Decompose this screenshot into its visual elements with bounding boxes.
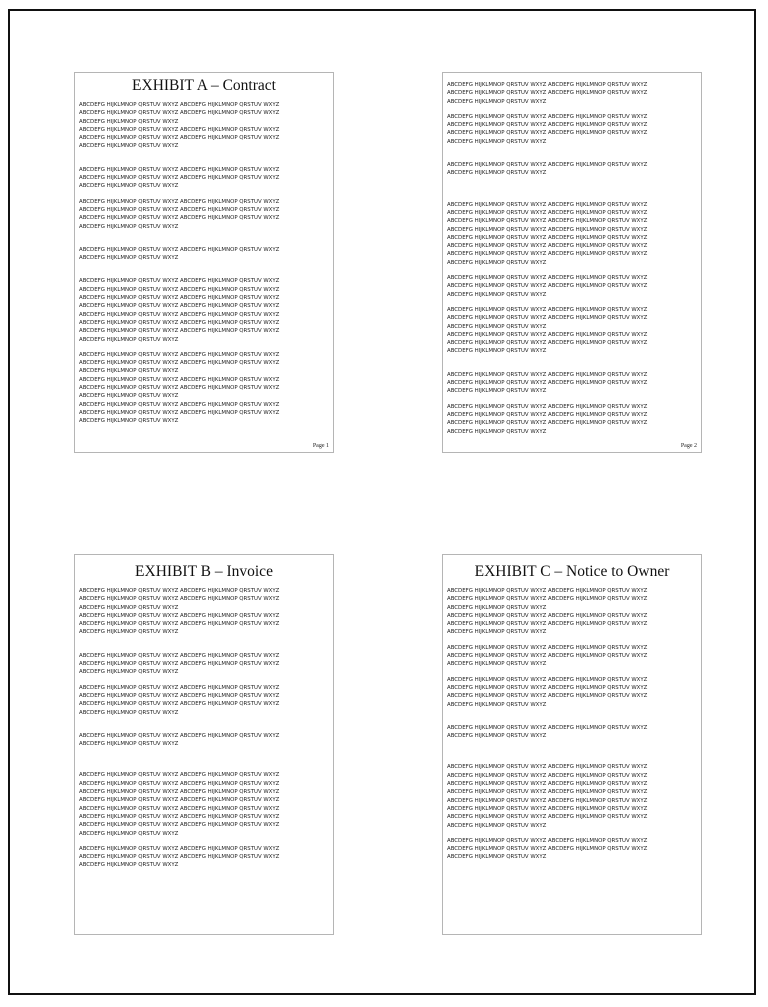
text-line: ABCDEFG HIJKLMNOP QRSTUV WXYZ: [447, 291, 547, 298]
page-body: [443, 73, 701, 436]
text-line: ABCDEFG HIJKLMNOP QRSTUV WXYZ ABCDEFG HIJKLMNOP QRSTUV WXYZ: [79, 303, 280, 310]
text-line: ABCDEFG HIJKLMNOP QRSTUV WXYZ: [79, 669, 179, 676]
text-line: ABCDEFG HIJKLMNOP QRSTUV WXYZ ABCDEFG HIJKLMNOP QRSTUV WXYZ: [79, 805, 280, 812]
text-line: ABCDEFG HIJKLMNOP QRSTUV WXYZ ABCDEFG HIJKLMNOP QRSTUV WXYZ: [79, 246, 280, 253]
page-thumbnail-3[interactable]: [74, 554, 334, 935]
page-number-label: Page 1: [312, 443, 329, 449]
text-line: ABCDEFG HIJKLMNOP QRSTUV WXYZ ABCDEFG HIJKLMNOP QRSTUV WXYZ: [79, 198, 280, 205]
paragraph: [447, 403, 697, 436]
text-line: ABCDEFG HIJKLMNOP QRSTUV WXYZ: [447, 323, 547, 330]
text-line: ABCDEFG HIJKLMNOP QRSTUV WXYZ: [447, 604, 547, 611]
paragraph: [79, 587, 329, 637]
paragraph: [447, 81, 697, 106]
text-line: ABCDEFG HIJKLMNOP QRSTUV WXYZ ABCDEFG HIJKLMNOP QRSTUV WXYZ: [447, 275, 648, 282]
page-thumbnail-2[interactable]: [442, 72, 702, 453]
text-line: ABCDEFG HIJKLMNOP QRSTUV WXYZ: [447, 733, 547, 740]
text-line: ABCDEFG HIJKLMNOP QRSTUV WXYZ: [79, 255, 179, 262]
text-line: ABCDEFG HIJKLMNOP QRSTUV WXYZ ABCDEFG HIJKLMNOP QRSTUV WXYZ: [79, 376, 280, 383]
paragraph: [447, 306, 697, 356]
text-line: ABCDEFG HIJKLMNOP QRSTUV WXYZ: [447, 822, 547, 829]
text-line: ABCDEFG HIJKLMNOP QRSTUV WXYZ: [79, 629, 179, 636]
paragraph: [79, 845, 329, 870]
text-line: ABCDEFG HIJKLMNOP QRSTUV WXYZ ABCDEFG HIJKLMNOP QRSTUV WXYZ: [79, 385, 280, 392]
text-line: ABCDEFG HIJKLMNOP QRSTUV WXYZ ABCDEFG HIJKLMNOP QRSTUV WXYZ: [447, 331, 648, 338]
text-line: ABCDEFG HIJKLMNOP QRSTUV WXYZ ABCDEFG HIJKLMNOP QRSTUV WXYZ: [79, 401, 280, 408]
paragraph: [79, 732, 329, 749]
text-line: ABCDEFG HIJKLMNOP QRSTUV WXYZ ABCDEFG HIJKLMNOP QRSTUV WXYZ: [79, 206, 280, 213]
text-line: ABCDEFG HIJKLMNOP QRSTUV WXYZ ABCDEFG HIJKLMNOP QRSTUV WXYZ: [79, 780, 280, 787]
text-line: ABCDEFG HIJKLMNOP QRSTUV WXYZ ABCDEFG HIJKLMNOP QRSTUV WXYZ: [79, 278, 280, 285]
text-line: ABCDEFG HIJKLMNOP QRSTUV WXYZ: [79, 709, 179, 716]
text-line: ABCDEFG HIJKLMNOP QRSTUV WXYZ ABCDEFG HIJKLMNOP QRSTUV WXYZ: [79, 797, 280, 804]
text-line: ABCDEFG HIJKLMNOP QRSTUV WXYZ: [79, 223, 179, 230]
paragraph: [79, 771, 329, 837]
page-number-label: Page 2: [680, 443, 697, 449]
page-thumbnail-4[interactable]: [442, 554, 702, 935]
text-line: ABCDEFG HIJKLMNOP QRSTUV WXYZ ABCDEFG HIJKLMNOP QRSTUV WXYZ: [447, 846, 648, 853]
text-line: ABCDEFG HIJKLMNOP QRSTUV WXYZ: [447, 259, 547, 266]
paragraph: [447, 644, 697, 669]
paragraph: [79, 652, 329, 677]
text-line: ABCDEFG HIJKLMNOP QRSTUV WXYZ ABCDEFG HIJKLMNOP QRSTUV WXYZ: [447, 82, 648, 88]
text-line: ABCDEFG HIJKLMNOP QRSTUV WXYZ: [79, 143, 179, 150]
text-line: ABCDEFG HIJKLMNOP QRSTUV WXYZ ABCDEFG HIJKLMNOP QRSTUV WXYZ: [447, 243, 648, 250]
document-viewer-frame: [8, 9, 756, 995]
text-line: ABCDEFG HIJKLMNOP QRSTUV WXYZ ABCDEFG HIJKLMNOP QRSTUV WXYZ: [79, 822, 280, 829]
text-line: ABCDEFG HIJKLMNOP QRSTUV WXYZ ABCDEFG HIJKLMNOP QRSTUV WXYZ: [447, 234, 648, 241]
text-line: ABCDEFG HIJKLMNOP QRSTUV WXYZ ABCDEFG HIJKLMNOP QRSTUV WXYZ: [79, 692, 280, 699]
text-line: ABCDEFG HIJKLMNOP QRSTUV WXYZ ABCDEFG HIJKLMNOP QRSTUV WXYZ: [447, 226, 648, 233]
paragraph: [447, 724, 697, 741]
text-line: ABCDEFG HIJKLMNOP QRSTUV WXYZ: [79, 741, 179, 748]
text-line: ABCDEFG HIJKLMNOP QRSTUV WXYZ: [79, 118, 179, 125]
page-body: [443, 587, 701, 862]
text-line: ABCDEFG HIJKLMNOP QRSTUV WXYZ: [79, 183, 179, 190]
paragraph: [447, 587, 697, 637]
paragraph: [79, 166, 329, 191]
text-line: ABCDEFG HIJKLMNOP QRSTUV WXYZ: [447, 98, 547, 105]
text-line: ABCDEFG HIJKLMNOP QRSTUV WXYZ ABCDEFG HIJKLMNOP QRSTUV WXYZ: [79, 175, 280, 182]
text-line: ABCDEFG HIJKLMNOP QRSTUV WXYZ ABCDEFG HIJKLMNOP QRSTUV WXYZ: [447, 113, 648, 120]
text-line: ABCDEFG HIJKLMNOP QRSTUV WXYZ ABCDEFG HIJKLMNOP QRSTUV WXYZ: [447, 596, 648, 603]
text-line: ABCDEFG HIJKLMNOP QRSTUV WXYZ ABCDEFG HIJKLMNOP QRSTUV WXYZ: [447, 772, 648, 779]
paragraph: [447, 763, 697, 829]
text-line: ABCDEFG HIJKLMNOP QRSTUV WXYZ ABCDEFG HIJKLMNOP QRSTUV WXYZ: [79, 286, 280, 293]
text-line: ABCDEFG HIJKLMNOP QRSTUV WXYZ ABCDEFG HIJKLMNOP QRSTUV WXYZ: [79, 789, 280, 796]
text-line: ABCDEFG HIJKLMNOP QRSTUV WXYZ ABCDEFG HIJKLMNOP QRSTUV WXYZ: [447, 797, 648, 804]
text-line: ABCDEFG HIJKLMNOP QRSTUV WXYZ ABCDEFG HIJKLMNOP QRSTUV WXYZ: [79, 166, 280, 173]
text-line: ABCDEFG HIJKLMNOP QRSTUV WXYZ: [447, 170, 547, 177]
page-body: [75, 587, 333, 870]
text-line: ABCDEFG HIJKLMNOP QRSTUV WXYZ ABCDEFG HIJKLMNOP QRSTUV WXYZ: [447, 218, 648, 225]
text-line: ABCDEFG HIJKLMNOP QRSTUV WXYZ ABCDEFG HIJKLMNOP QRSTUV WXYZ: [79, 621, 280, 628]
text-line: ABCDEFG HIJKLMNOP QRSTUV WXYZ ABCDEFG HIJKLMNOP QRSTUV WXYZ: [79, 684, 280, 691]
text-line: ABCDEFG HIJKLMNOP QRSTUV WXYZ ABCDEFG HIJKLMNOP QRSTUV WXYZ: [79, 409, 280, 416]
paragraph: [447, 371, 697, 396]
paragraph: [447, 161, 697, 178]
text-line: ABCDEFG HIJKLMNOP QRSTUV WXYZ: [447, 701, 547, 708]
text-line: ABCDEFG HIJKLMNOP QRSTUV WXYZ ABCDEFG HIJKLMNOP QRSTUV WXYZ: [79, 701, 280, 708]
text-line: ABCDEFG HIJKLMNOP QRSTUV WXYZ ABCDEFG HIJKLMNOP QRSTUV WXYZ: [447, 162, 648, 169]
text-line: ABCDEFG HIJKLMNOP QRSTUV WXYZ ABCDEFG HIJKLMNOP QRSTUV WXYZ: [447, 814, 648, 821]
text-line: ABCDEFG HIJKLMNOP QRSTUV WXYZ ABCDEFG HIJKLMNOP QRSTUV WXYZ: [447, 684, 648, 691]
text-line: ABCDEFG HIJKLMNOP QRSTUV WXYZ: [447, 388, 547, 395]
text-line: ABCDEFG HIJKLMNOP QRSTUV WXYZ ABCDEFG HIJKLMNOP QRSTUV WXYZ: [447, 653, 648, 660]
paragraph: [79, 351, 329, 426]
text-line: ABCDEFG HIJKLMNOP QRSTUV WXYZ ABCDEFG HIJKLMNOP QRSTUV WXYZ: [447, 201, 648, 208]
text-line: ABCDEFG HIJKLMNOP QRSTUV WXYZ ABCDEFG HIJKLMNOP QRSTUV WXYZ: [79, 215, 280, 222]
text-line: ABCDEFG HIJKLMNOP QRSTUV WXYZ ABCDEFG HIJKLMNOP QRSTUV WXYZ: [447, 306, 648, 313]
text-line: ABCDEFG HIJKLMNOP QRSTUV WXYZ ABCDEFG HIJKLMNOP QRSTUV WXYZ: [447, 764, 648, 771]
text-line: ABCDEFG HIJKLMNOP QRSTUV WXYZ ABCDEFG HIJKLMNOP QRSTUV WXYZ: [79, 732, 280, 739]
text-line: ABCDEFG HIJKLMNOP QRSTUV WXYZ ABCDEFG HIJKLMNOP QRSTUV WXYZ: [447, 411, 648, 418]
text-line: ABCDEFG HIJKLMNOP QRSTUV WXYZ ABCDEFG HIJKLMNOP QRSTUV WXYZ: [447, 420, 648, 427]
page-thumbnail-1[interactable]: [74, 72, 334, 453]
paragraph: [447, 676, 697, 709]
text-line: ABCDEFG HIJKLMNOP QRSTUV WXYZ ABCDEFG HIJKLMNOP QRSTUV WXYZ: [447, 676, 648, 683]
text-line: ABCDEFG HIJKLMNOP QRSTUV WXYZ ABCDEFG HIJKLMNOP QRSTUV WXYZ: [79, 772, 280, 779]
text-line: ABCDEFG HIJKLMNOP QRSTUV WXYZ ABCDEFG HIJKLMNOP QRSTUV WXYZ: [79, 319, 280, 326]
text-line: ABCDEFG HIJKLMNOP QRSTUV WXYZ ABCDEFG HIJKLMNOP QRSTUV WXYZ: [447, 122, 648, 129]
text-line: ABCDEFG HIJKLMNOP QRSTUV WXYZ: [79, 336, 179, 343]
text-line: ABCDEFG HIJKLMNOP QRSTUV WXYZ ABCDEFG HIJKLMNOP QRSTUV WXYZ: [447, 789, 648, 796]
text-line: ABCDEFG HIJKLMNOP QRSTUV WXYZ: [79, 830, 179, 837]
text-line: ABCDEFG HIJKLMNOP QRSTUV WXYZ: [447, 428, 547, 435]
text-line: ABCDEFG HIJKLMNOP QRSTUV WXYZ: [447, 138, 547, 145]
page-title: EXHIBIT B – Invoice: [135, 563, 273, 580]
text-line: ABCDEFG HIJKLMNOP QRSTUV WXYZ ABCDEFG HIJKLMNOP QRSTUV WXYZ: [79, 360, 280, 367]
text-line: ABCDEFG HIJKLMNOP QRSTUV WXYZ ABCDEFG HIJKLMNOP QRSTUV WXYZ: [79, 596, 280, 603]
text-line: ABCDEFG HIJKLMNOP QRSTUV WXYZ ABCDEFG HIJKLMNOP QRSTUV WXYZ: [79, 588, 280, 594]
text-line: ABCDEFG HIJKLMNOP QRSTUV WXYZ ABCDEFG HIJKLMNOP QRSTUV WXYZ: [79, 102, 280, 108]
text-line: ABCDEFG HIJKLMNOP QRSTUV WXYZ ABCDEFG HIJKLMNOP QRSTUV WXYZ: [79, 135, 280, 142]
text-line: ABCDEFG HIJKLMNOP QRSTUV WXYZ ABCDEFG HIJKLMNOP QRSTUV WXYZ: [79, 328, 280, 335]
text-line: ABCDEFG HIJKLMNOP QRSTUV WXYZ ABCDEFG HIJKLMNOP QRSTUV WXYZ: [447, 90, 648, 97]
page-title: EXHIBIT C – Notice to Owner: [474, 563, 670, 580]
text-line: ABCDEFG HIJKLMNOP QRSTUV WXYZ ABCDEFG HIJKLMNOP QRSTUV WXYZ: [447, 724, 648, 731]
text-line: ABCDEFG HIJKLMNOP QRSTUV WXYZ: [447, 348, 547, 355]
paragraph: [447, 201, 697, 267]
paragraph: [447, 274, 697, 299]
text-line: ABCDEFG HIJKLMNOP QRSTUV WXYZ ABCDEFG HIJKLMNOP QRSTUV WXYZ: [447, 315, 648, 322]
paragraph: [79, 684, 329, 717]
text-line: ABCDEFG HIJKLMNOP QRSTUV WXYZ ABCDEFG HIJKLMNOP QRSTUV WXYZ: [447, 403, 648, 410]
text-line: ABCDEFG HIJKLMNOP QRSTUV WXYZ ABCDEFG HIJKLMNOP QRSTUV WXYZ: [79, 311, 280, 318]
text-line: ABCDEFG HIJKLMNOP QRSTUV WXYZ ABCDEFG HIJKLMNOP QRSTUV WXYZ: [447, 209, 648, 216]
text-line: ABCDEFG HIJKLMNOP QRSTUV WXYZ ABCDEFG HIJKLMNOP QRSTUV WXYZ: [79, 652, 280, 659]
text-line: ABCDEFG HIJKLMNOP QRSTUV WXYZ ABCDEFG HIJKLMNOP QRSTUV WXYZ: [79, 295, 280, 302]
text-line: ABCDEFG HIJKLMNOP QRSTUV WXYZ ABCDEFG HIJKLMNOP QRSTUV WXYZ: [447, 805, 648, 812]
text-line: ABCDEFG HIJKLMNOP QRSTUV WXYZ ABCDEFG HIJKLMNOP QRSTUV WXYZ: [447, 621, 648, 628]
text-line: ABCDEFG HIJKLMNOP QRSTUV WXYZ: [79, 604, 179, 611]
paragraph: [79, 277, 329, 343]
text-line: ABCDEFG HIJKLMNOP QRSTUV WXYZ ABCDEFG HIJKLMNOP QRSTUV WXYZ: [447, 283, 648, 290]
text-line: ABCDEFG HIJKLMNOP QRSTUV WXYZ ABCDEFG HIJKLMNOP QRSTUV WXYZ: [79, 813, 280, 820]
text-line: ABCDEFG HIJKLMNOP QRSTUV WXYZ: [79, 393, 179, 400]
text-line: ABCDEFG HIJKLMNOP QRSTUV WXYZ ABCDEFG HIJKLMNOP QRSTUV WXYZ: [447, 588, 648, 594]
text-line: ABCDEFG HIJKLMNOP QRSTUV WXYZ ABCDEFG HIJKLMNOP QRSTUV WXYZ: [447, 371, 648, 378]
text-line: ABCDEFG HIJKLMNOP QRSTUV WXYZ ABCDEFG HIJKLMNOP QRSTUV WXYZ: [79, 351, 280, 358]
text-line: ABCDEFG HIJKLMNOP QRSTUV WXYZ ABCDEFG HIJKLMNOP QRSTUV WXYZ: [447, 251, 648, 258]
text-line: ABCDEFG HIJKLMNOP QRSTUV WXYZ ABCDEFG HIJKLMNOP QRSTUV WXYZ: [79, 126, 280, 133]
text-line: ABCDEFG HIJKLMNOP QRSTUV WXYZ ABCDEFG HIJKLMNOP QRSTUV WXYZ: [447, 130, 648, 137]
text-line: ABCDEFG HIJKLMNOP QRSTUV WXYZ ABCDEFG HIJKLMNOP QRSTUV WXYZ: [447, 644, 648, 651]
text-line: ABCDEFG HIJKLMNOP QRSTUV WXYZ: [79, 368, 179, 375]
text-line: ABCDEFG HIJKLMNOP QRSTUV WXYZ: [79, 862, 179, 869]
text-line: ABCDEFG HIJKLMNOP QRSTUV WXYZ: [447, 629, 547, 636]
text-line: ABCDEFG HIJKLMNOP QRSTUV WXYZ ABCDEFG HIJKLMNOP QRSTUV WXYZ: [79, 661, 280, 668]
page-body: [75, 101, 333, 426]
paragraph: [79, 246, 329, 263]
text-line: ABCDEFG HIJKLMNOP QRSTUV WXYZ: [447, 661, 547, 668]
text-line: ABCDEFG HIJKLMNOP QRSTUV WXYZ ABCDEFG HIJKLMNOP QRSTUV WXYZ: [447, 340, 648, 347]
paragraph: [79, 198, 329, 231]
text-line: ABCDEFG HIJKLMNOP QRSTUV WXYZ ABCDEFG HIJKLMNOP QRSTUV WXYZ: [447, 837, 648, 844]
paragraph: [79, 101, 329, 151]
text-line: ABCDEFG HIJKLMNOP QRSTUV WXYZ ABCDEFG HIJKLMNOP QRSTUV WXYZ: [447, 380, 648, 387]
text-line: ABCDEFG HIJKLMNOP QRSTUV WXYZ ABCDEFG HIJKLMNOP QRSTUV WXYZ: [447, 612, 648, 619]
paragraph: [447, 113, 697, 146]
text-line: ABCDEFG HIJKLMNOP QRSTUV WXYZ ABCDEFG HIJKLMNOP QRSTUV WXYZ: [79, 110, 280, 117]
text-line: ABCDEFG HIJKLMNOP QRSTUV WXYZ ABCDEFG HIJKLMNOP QRSTUV WXYZ: [79, 845, 280, 852]
page-title: EXHIBIT A – Contract: [132, 77, 276, 94]
text-line: ABCDEFG HIJKLMNOP QRSTUV WXYZ ABCDEFG HIJKLMNOP QRSTUV WXYZ: [447, 693, 648, 700]
text-line: ABCDEFG HIJKLMNOP QRSTUV WXYZ: [79, 418, 179, 425]
text-line: ABCDEFG HIJKLMNOP QRSTUV WXYZ ABCDEFG HIJKLMNOP QRSTUV WXYZ: [447, 781, 648, 788]
paragraph: [447, 837, 697, 862]
text-line: ABCDEFG HIJKLMNOP QRSTUV WXYZ: [447, 854, 547, 861]
text-line: ABCDEFG HIJKLMNOP QRSTUV WXYZ ABCDEFG HIJKLMNOP QRSTUV WXYZ: [79, 854, 280, 861]
text-line: ABCDEFG HIJKLMNOP QRSTUV WXYZ ABCDEFG HIJKLMNOP QRSTUV WXYZ: [79, 612, 280, 619]
